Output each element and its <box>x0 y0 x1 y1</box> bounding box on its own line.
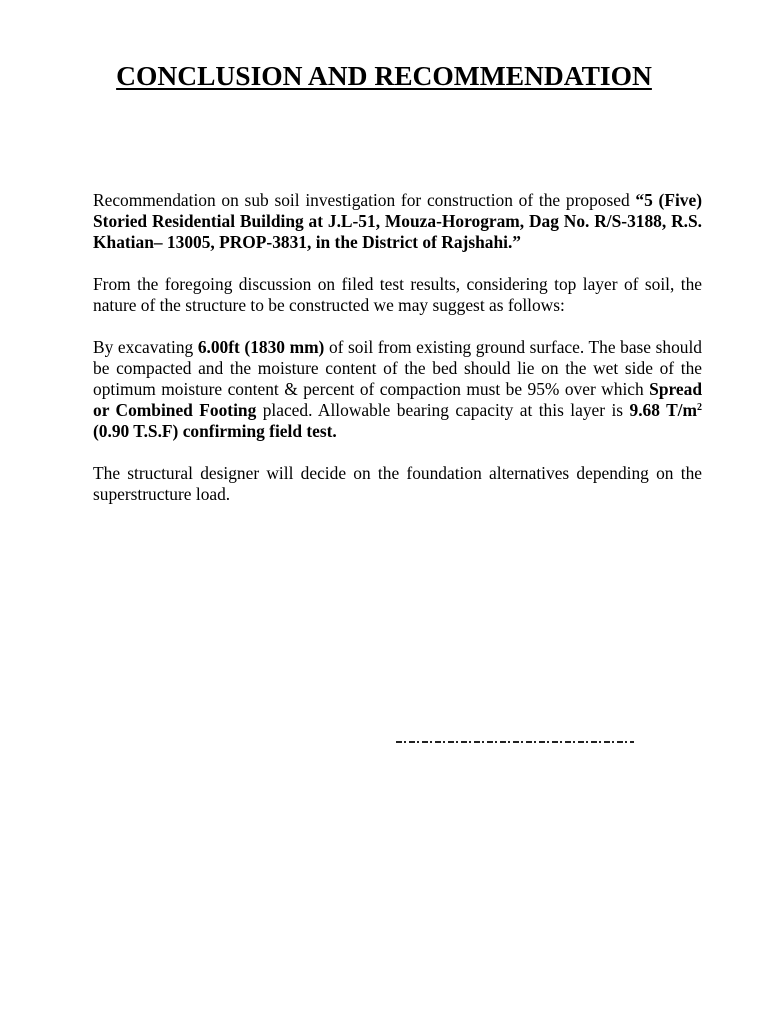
signature-line <box>396 741 634 743</box>
page-title: CONCLUSION AND RECOMMENDATION <box>116 60 652 91</box>
footing-type: Spread or Combined Footing <box>93 379 702 420</box>
project-name: “5 (Five) Storied Residential Building at J.L-51, Mouza-Horogram, Dag No. R/S-3188, R.S. Khatian– 13005, PROP-3831, in the District of Rajshahi.” <box>93 190 702 252</box>
paragraph-text: placed. Allowable bearing capacity at this layer is <box>256 400 630 420</box>
bearing-capacity-value: 9.68 T/m <box>629 400 697 420</box>
paragraph-text: of soil from existing ground surface. The base should be compacted and the moisture content of the bed should lie on the wet side of the optimum moisture content & percent of compaction must be 95% over which <box>93 337 703 399</box>
superscript: 2 <box>697 402 702 413</box>
paragraph-foregoing-discussion <box>93 274 702 316</box>
paragraph-text: From the foregoing discussion on filed test results, considering top layer of soil, the nature of the structure to be constructed we may suggest as follows: <box>93 274 702 315</box>
bearing-capacity-tsf: (0.90 T.S.F) confirming field test. <box>93 421 337 441</box>
paragraph-text: By excavating <box>93 337 198 357</box>
paragraph-text: Recommendation on sub soil investigation for construction of the proposed <box>93 190 636 210</box>
paragraph-recommendation <box>93 190 702 253</box>
document-body <box>93 190 702 526</box>
paragraph-excavation <box>93 337 702 442</box>
excavation-depth: 6.00ft (1830 mm) <box>197 337 325 357</box>
paragraph-structural-designer <box>93 463 702 505</box>
paragraph-text: The structural designer will decide on the foundation alternatives depending on the superstructure load. <box>93 463 702 504</box>
